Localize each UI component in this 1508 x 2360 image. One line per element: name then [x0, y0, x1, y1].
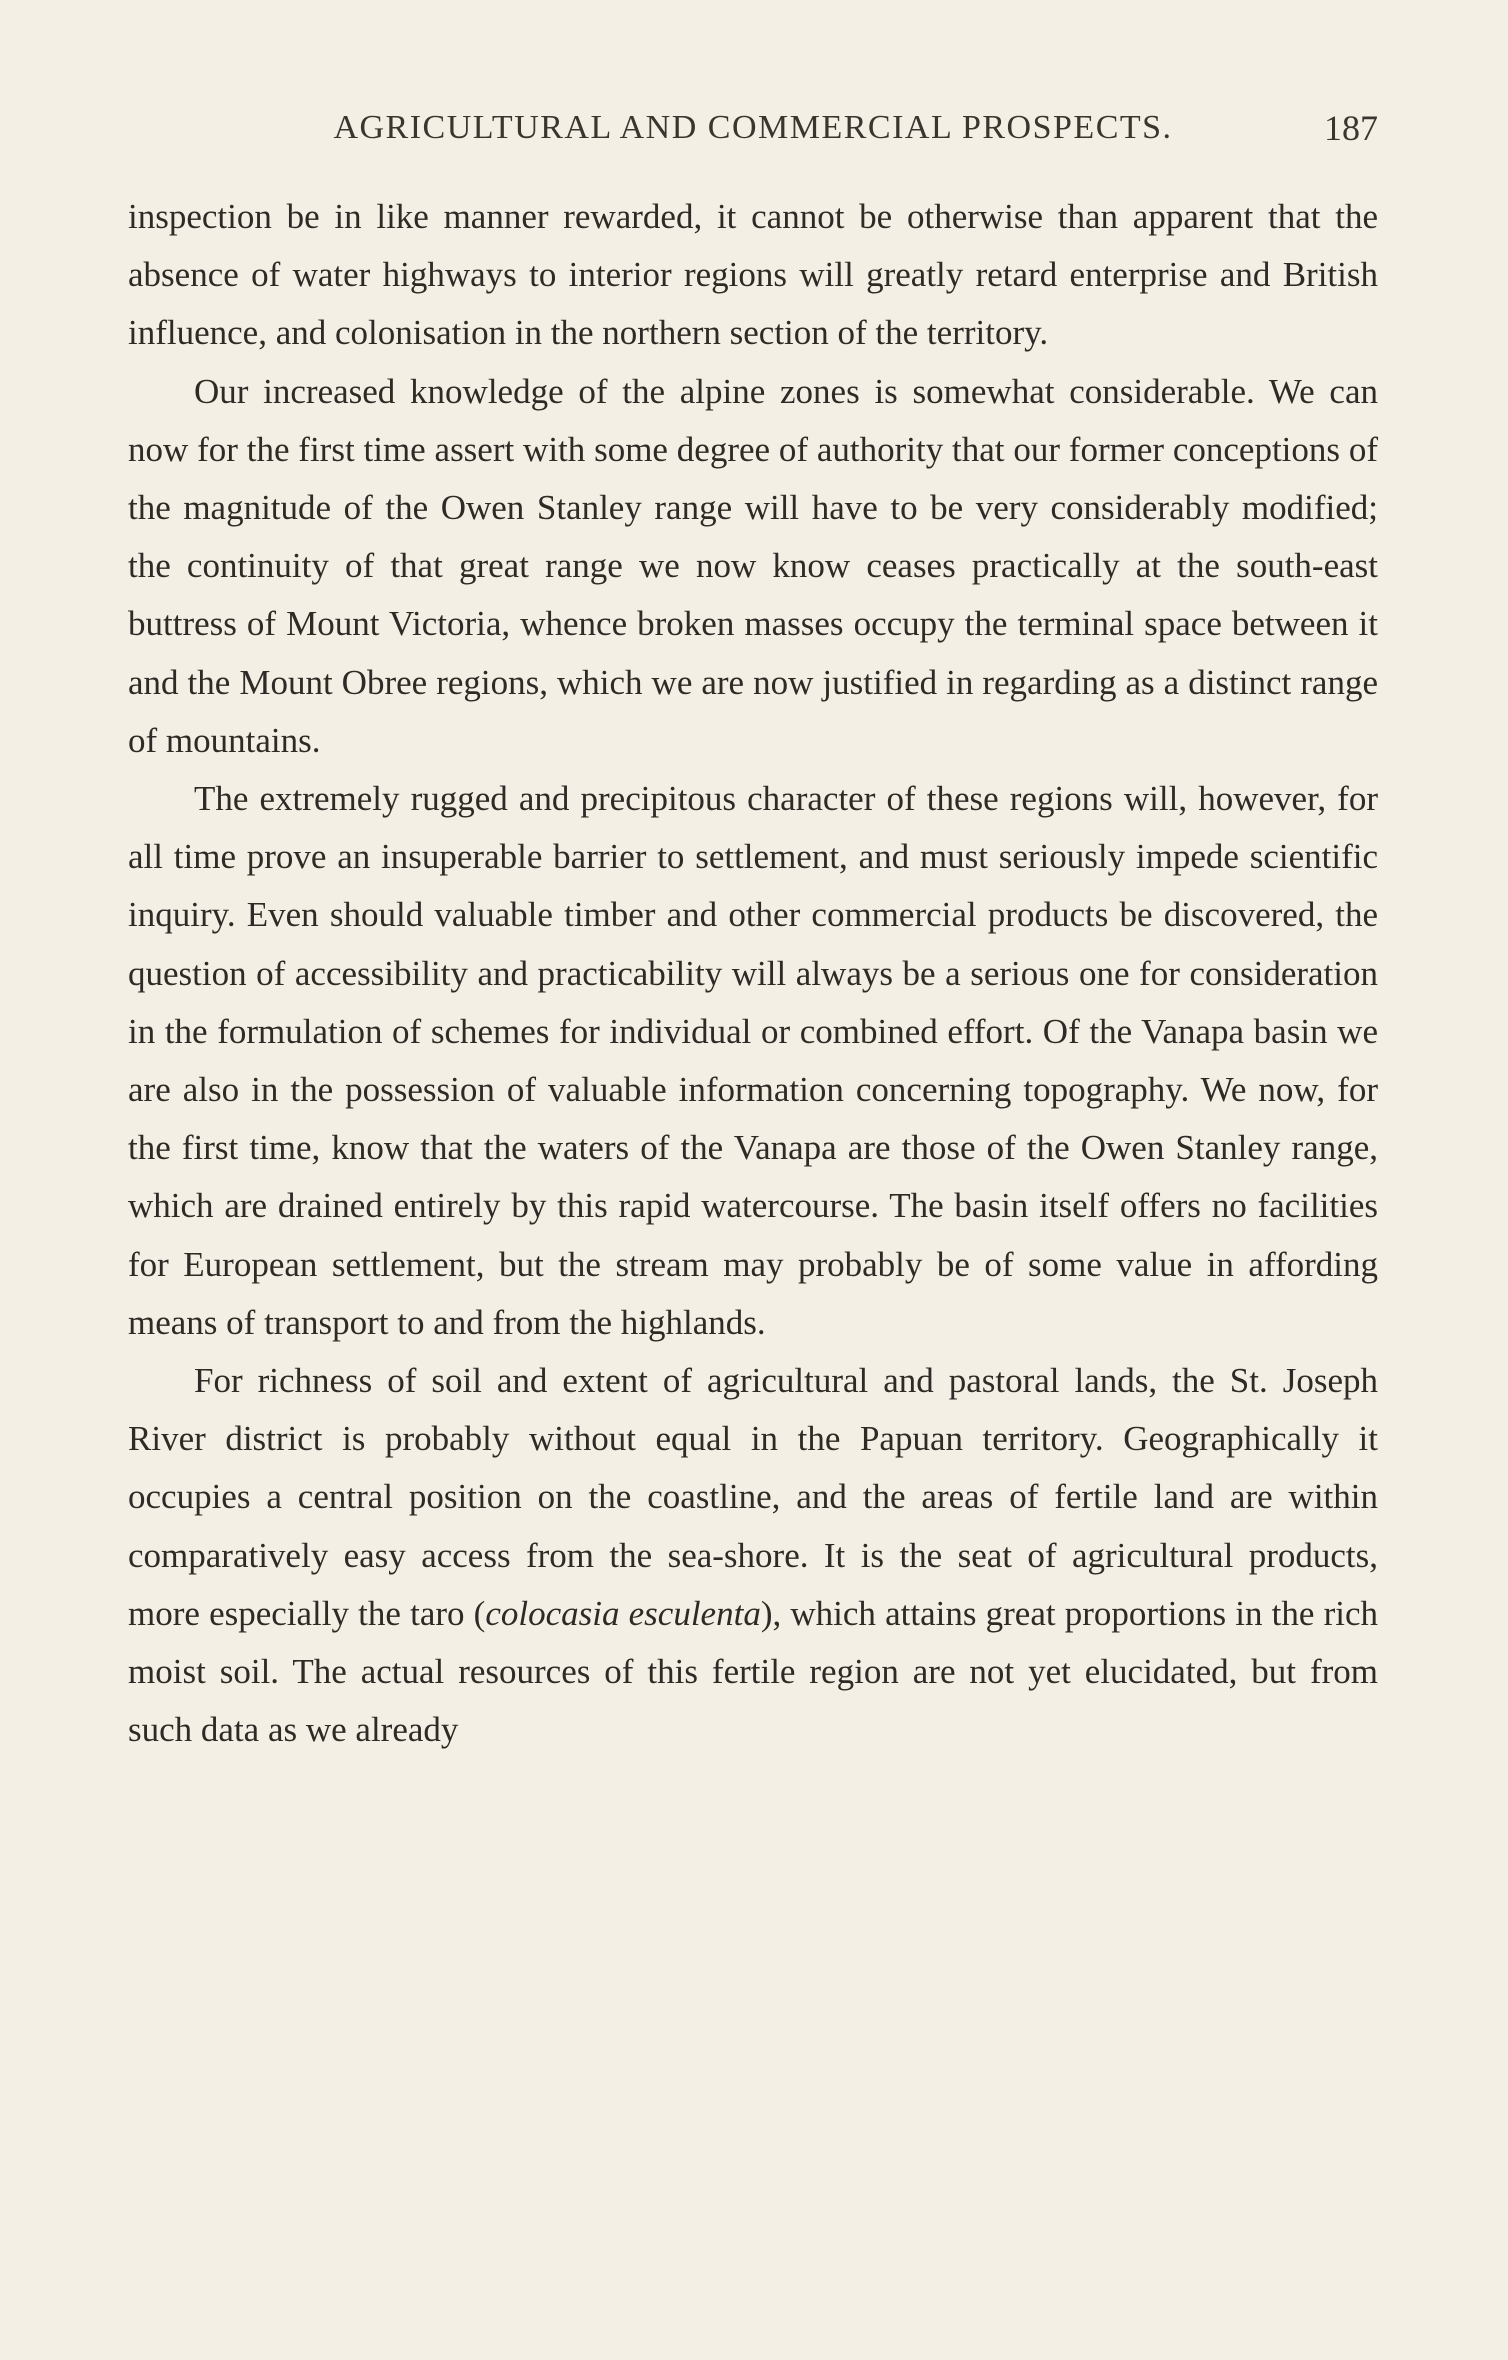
- paragraph-1: inspection be in like manner rewarded, it cannot be otherwise than apparent that the absence of water highways to interior regions will greatly retard enterprise and British influence, and colonisation in the northern section of the territory.: [128, 197, 1378, 353]
- paragraph-4-text-end: ), which attains great proportions in the rich moist soil. The actual resources of this fertile region are not yet elucidated, but from such data as we already: [128, 1593, 1379, 1750]
- page-number: 187: [1324, 108, 1378, 148]
- running-head: [128, 98, 1378, 158]
- body-text: [128, 188, 1378, 1759]
- paragraph-3: The extremely rugged and precipitous character of these regions will, however, for all time prove an insuperable barrier to settlement, and must seriously impede scientific inquiry. Even should valuable timber and other commercial products be discovered, the question of accessibility and practicability will always be a serious one for consideration in the formulation of schemes for individual or combined effort. Of the Vanapa basin we are also in the possession of valuable information concerning topography. We now, for the first time, know that the waters of the Vanapa are those of the Owen Stanley range, which are drained entirely by this rapid watercourse. The basin itself offers no facilities for European settlement, but the stream may probably be of some value in affording means of transport to and from the highlands.: [128, 779, 1378, 1342]
- paragraph-4-text-start: For richness of soil and extent of agricultural and pastoral lands, the St. Joseph River district is probably without equal in the Papuan territory. Geographically it occupies a central position on the coastline, and the areas of fertile land are within comparatively easy access from the sea-shore. It is the seat of agricultural products, more especially the taro (: [128, 1361, 1378, 1633]
- species-name: colocasia esculenta: [485, 1593, 761, 1633]
- paragraph-4: [128, 1352, 1378, 1759]
- running-title: AGRICULTURAL AND COMMERCIAL PROSPECTS.: [333, 109, 1173, 146]
- paragraph-2: Our increased knowledge of the alpine zones is somewhat considerable. We can now for the first time assert with some degree of authority that our former conceptions of the magnitude of the Owen Stanley range will have to be very considerably modified; the continuity of that great range we now know ceases practically at the south-east buttress of Mount Victoria, whence broken masses occupy the terminal space between it and the Mount Obree regions, which we are now justified in regarding as a distinct range of mountains.: [128, 371, 1378, 760]
